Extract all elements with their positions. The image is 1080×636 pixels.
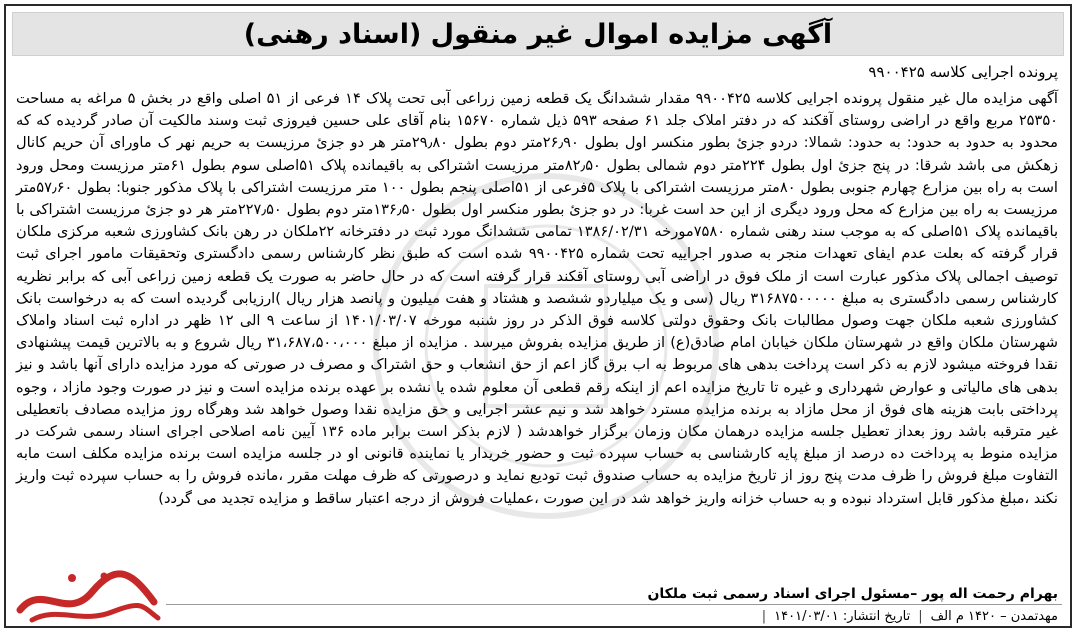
publish-date: تاریخ انتشار: ۱۴۰۱/۰۳/۰۱ [774,608,911,624]
publication-ref: مهدتمدن – ۱۴۲۰ م الف [930,608,1058,624]
footer-divider: | [918,608,923,624]
signature-line: بهرام رحمت اله پور –مسئول اجرای اسناد رسمی ثبت ملکان [647,586,1058,602]
newspaper-logo [12,562,162,628]
title-bar [12,12,1064,56]
notice-title: آگهی مزایده اموال غیر منقول (اسناد رهنی) [243,18,833,50]
file-number: پرونده اجرایی کلاسه ۹۹۰۰۴۲۵ [868,63,1058,81]
footer-bar [166,604,1062,627]
notice-body-paragraph: آگهی مزایده مال غیر منقول پرونده اجرایی کلاسه ۹۹۰۰۴۲۵ مقدار ششدانگ یک قطعه زمین زراعی آبی تحت پلاک ۱۴ فرعی از ۵۱ اصلی واقع در بخش ۵ مراغه به مساحت ۲۵۳۵۰ مربع واقع در اراضی روستای آقکند که در دفتر املاک جلد ۶۱ صفحه ۵۹۳ ذیل شماره ۱۵۶۷۰ بنام آقای علی حسین فیروزی ثبت وسند مالکیت آن صادر گردیده که که محدود به حدود به حدود: به حدود: شمالا: دردو جزئ بطور منکسر اول بطول ۲۶٫۹۰متر دوم بطول ۲۹٫۸۰متر هر دو جزئ مرزیست به حریم نهر ک ماورای آن حریم کانال زهکش می باشد شرقا: در پنج جزئ اول بطول ۲۲۴متر دوم شمالی بطول ۸۲٫۵۰متر مرزیست اشتراکی به باقیمانده پلاک ۵۱اصلی سوم بطول ۶۱متر مرزیست ومحل ورود است به راه بین مزارع چهارم جنوبی بطول ۸۰متر مرزیست اشتراکی با پلاک ۵فرعی از ۵۱اصلی پنجم بطول ۱۰۰ متر مرزیست اشتراکی با پلاک مذکور جنوبا: بطول ۵۷٫۶۰متر مرزیست به راه بین مزارع که محل ورود دیگری از این حد است غربا: در دو جزئ بطور منکسر اول بطول ۱۳۶٫۵۰متر دوم بطول ۲۲۷٫۵۰متر هر دو جزئ مرزیست اشتراکی با باقیمانده پلاک ۵۱اصلی که به موجب سند رهنی شماره ۷۵۸۰مورخه ۱۳۸۶/۰۲/۳۱ تمامی ششدانگ مورد ثبت در دفترخانه ۲۲ملکان در رهن بانک کشاورزی شعبه مرکزی ملکان قرار گرفته که بعلت عدم ایفای تعهدات منجر به صدور اجراییه تحت شماره ۹۹۰۰۴۲۵ شده است که طبق نظر کارشناس رسمی دادگستری وتحقیقات مامور اجرای ثبت توصیف اجمالی پلاک مذکور عبارت است از ملک فوق در اراضی آبی روستای آقکند قرار گرفته است که در حال حاضر به صورت یک قطعه زمین زراعی آبی که برابر نظریه کارشناس رسمی دادگستری به مبلغ ۳۱۶۸۷۵۰۰۰۰۰ ریال (سی و یک میلیاردو ششصد و هشتاد و هفت میلیون و پانصد هزار ریال )ارزیابی گردیده است که به درخواست بانک کشاورزی شعبه ملکان جهت وصول مطالبات بانک وحقوق دولتی کلاسه فوق الذکر در روز شنبه مورخه ۱۴۰۱/۰۳/۰۷ از ساعت ۹ الی ۱۲ ظهر در اداره ثبت اسناد واملاک شهرستان ملکان واقع در شهرستان ملکان خیابان امام صادق(ع) از طریق مزایده بفروش میرسد . مزایده از مبلغ ۳۱،۶۸۷،۵۰۰،۰۰۰ ریال شروع و به بالاترین قیمت پیشنهادی نقدا فروخته میشود لازم به ذکر است پرداخت بدهی های مربوط به اب برق گاز اعم از حق انشعاب و حق اشتراک و مصرف در صورتی که مورد مزایده دارای آنها باشد و نیز بدهی های مالیاتی و عوارض شهرداری و غیره تا تاریخ مزایده اعم از اینکه رقم قطعی آن معلوم شده یا نشده بر عهده برنده مزایده است و نیز در صورت وجود مازاد ، وجوه پرداختی بابت هزینه های فوق از محل مازاد به برنده مزایده مسترد خواهد شد و نیم عشر اجرایی و حق مزایده نقدا وصول خواهد شد وهرگاه روز مزایده مصادف باتعطیلی غیر مترقبه باشد روز بعداز تعطیل جلسه مزایده درهمان مکان وزمان برگزار خواهدشد ( لازم بذکر است برابر ماده ۱۳۶ آیین نامه اصلاحی اجرای اسناد رسمی شرکت در مزایده منوط به پرداخت ده درصد از مبلغ پایه کارشناسی به حساب سپرده ثبت و حضور خریدار یا نماینده قانونی او در جلسه مزایده است برنده مزایده مکلف است مابه التفاوت مبلغ فروش را ظرف مدت پنج روز از تاریخ مزایده به حساب صندوق ثبت تودیع نماید و درصورتی که ظرف مهلت مقرر ،مانده فروش را به حساب سپرده ثبت واریز نکند ،مبلغ مذکور قابل استرداد نبوده و به حساب خزانه واریز خواهد شد در این صورت ،عملیات فروش از درجه اعتبار ساقط و مزایده تجدید می گردد) [16,90,1059,507]
footer-divider-end: | [761,608,767,624]
notice-body [16,88,1058,510]
notice-frame [4,4,1072,628]
